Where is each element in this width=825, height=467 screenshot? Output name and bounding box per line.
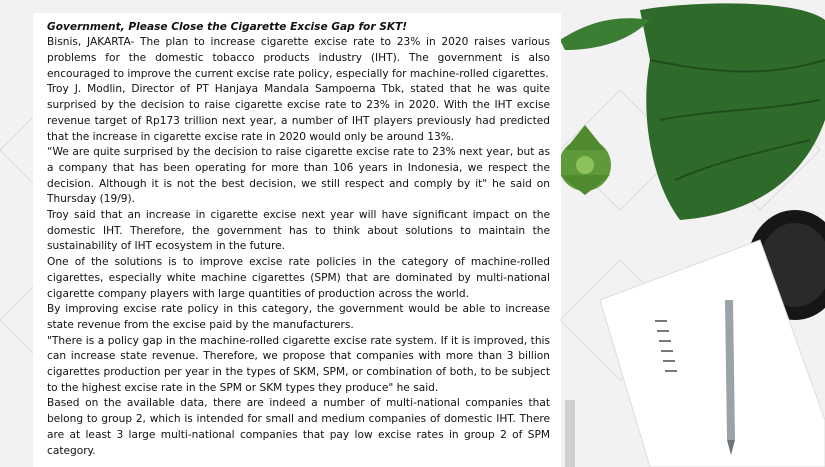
article-paragraph: Troy J. Modlin, Director of PT Hanjaya Mandala Sampoerna Tbk, stated that he was quite surprised by the decision to raise cigarette excise rate to 23% in 2020. With the IHT excise revenue target of Rp173 trillion next year, a number of IHT players previously had predicted that the increase in cigarette excise rate in 2020 would only be around 13%. xyxy=(47,83,550,143)
clip-icon xyxy=(565,400,575,467)
article-paragraph: Bisnis, JAKARTA- The plan to increase cigarette excise rate to 23% in 2020 raises various problems for the domestic tobacco products industry (IHT). The government is also encouraged to improve the current excise rate policy, especially for machine-rolled cigarettes. xyxy=(47,36,550,80)
article-paragraph: One of the solutions is to improve excise rate policies in the category of machine-rolled cigarettes, especially white machine cigarettes (SPM) that are dominated by multi-national cigarette company players with large quantities of production across the world. xyxy=(47,256,550,300)
article-paragraph: Based on the available data, there are indeed a number of multi-national companies that belong to group 2, which is intended for small and medium companies of domestic IHT. There are at least 3 large multi-national companies that pay low excise rates in group 2 of SPM category. xyxy=(47,397,550,457)
article-panel xyxy=(33,13,561,467)
article-headline: Government, Please Close the Cigarette Excise Gap for SKT! xyxy=(47,21,408,33)
article-paragraph: By improving excise rate policy in this category, the government would be able to increase state revenue from the excise paid by the manufacturers. xyxy=(47,303,550,331)
article-paragraph: "There is a policy gap in the machine-rolled cigarette excise rate system. If it is improved, this can increase state revenue. Therefore, we propose that companies with more than 3 billion cigarettes production per year in the types of SKM, SPM, or combination of both, to be subject to the highest excise rate in the SPM or SKM types they produce" he said. xyxy=(47,334,550,394)
article-paragraph: “We are quite surprised by the decision to raise cigarette excise rate to 23% next year, but as a company that has been operating for more than 106 years in Indonesia, we respect the decision. Although it is not the best decision, we still respect and comply by it" he said on Thursday (19/9). xyxy=(47,146,550,206)
article-paragraph: Troy said that an increase in cigarette excise next year will have significant impact on the domestic IHT. Therefore, the government has to think about solutions to maintain the sustainability of IHT ecosystem in the future. xyxy=(47,209,550,253)
